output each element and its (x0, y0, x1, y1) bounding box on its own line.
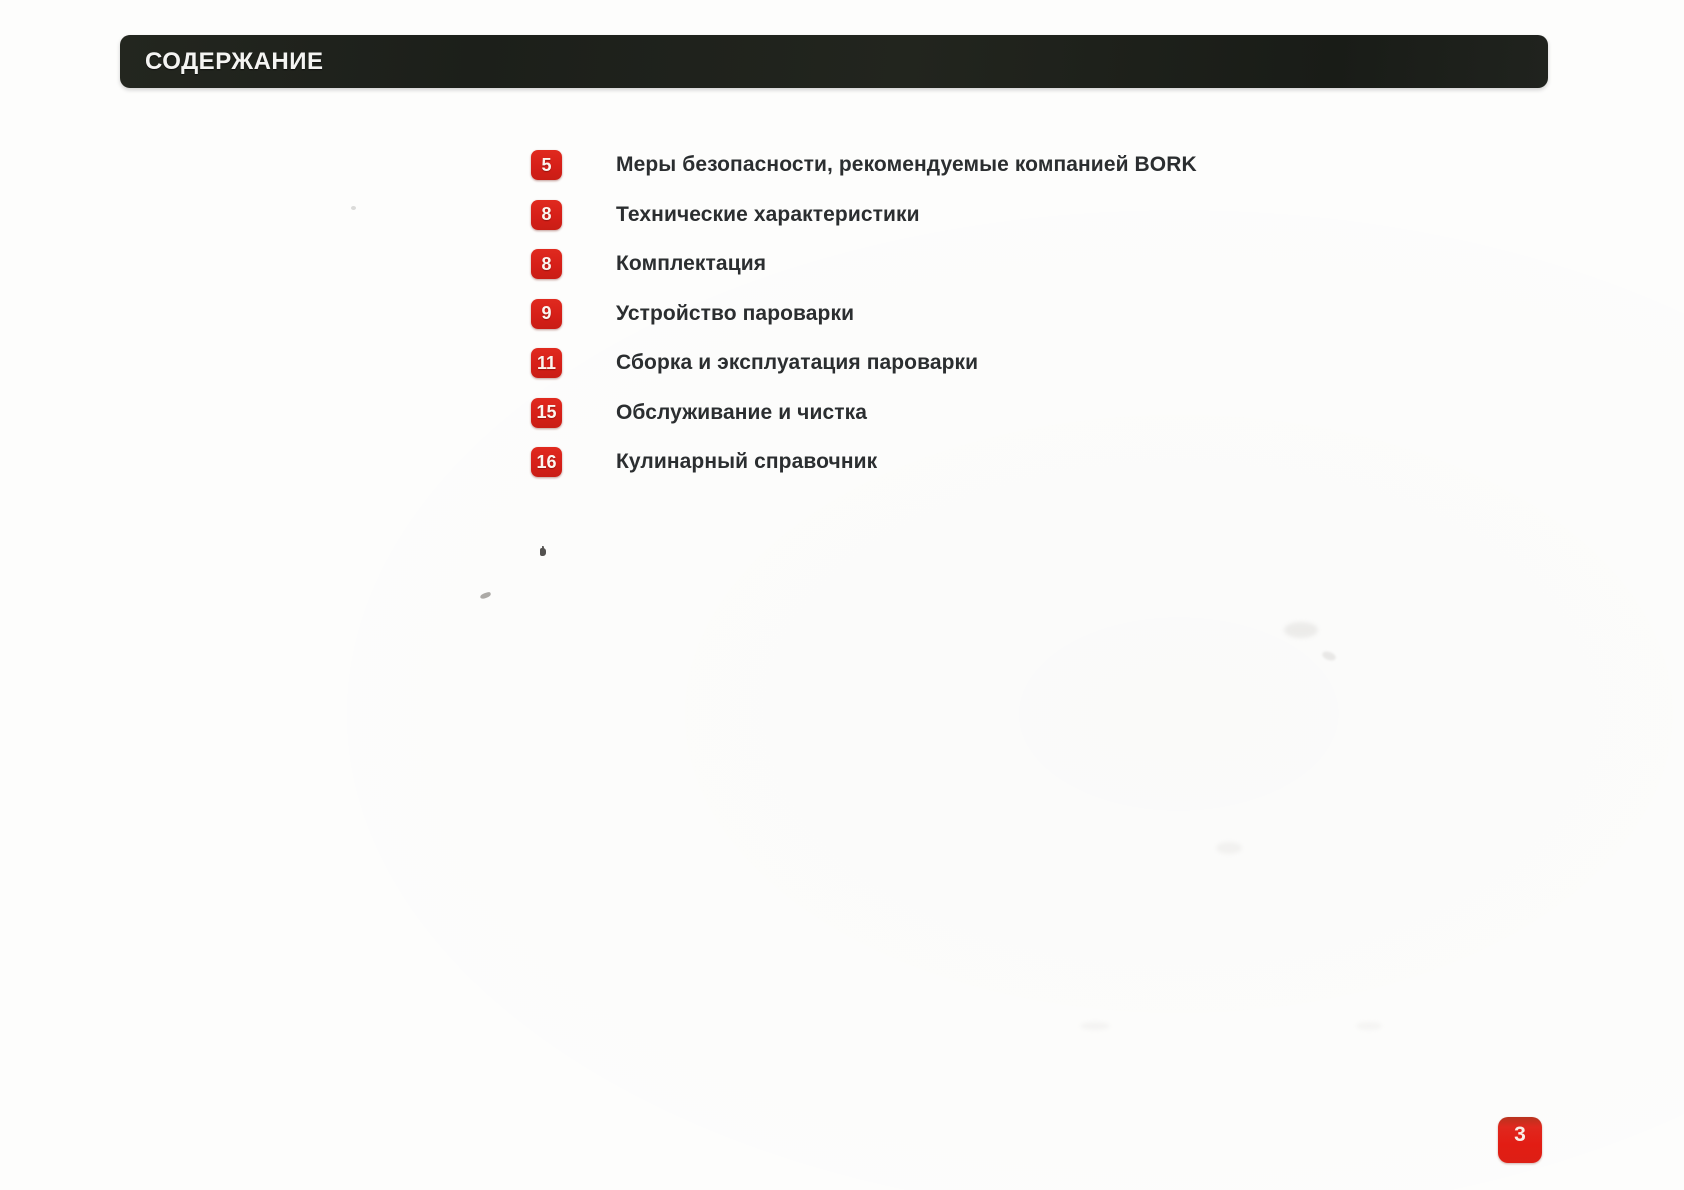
toc-list (531, 150, 1197, 497)
scan-smudge (1080, 1022, 1110, 1030)
toc-row (531, 348, 1197, 378)
scan-smudge (1284, 622, 1318, 638)
scan-speck (351, 206, 356, 210)
toc-entry-title: Кулинарный справочник (616, 450, 878, 473)
folio-page-number-badge: 3 (1498, 1117, 1542, 1163)
page-title: СОДЕРЖАНИЕ (145, 47, 324, 75)
toc-row (531, 299, 1197, 329)
toc-page-number-badge: 15 (531, 398, 562, 428)
toc-entry-title: Технические характеристики (616, 202, 920, 226)
scan-smudge (1321, 650, 1337, 662)
contents-header-bar (120, 35, 1548, 88)
toc-page-number-badge: 8 (531, 249, 562, 279)
toc-entry-title: Устройство пароварки (616, 301, 855, 325)
scan-speck (540, 548, 546, 556)
toc-row (531, 398, 1197, 428)
toc-page-number-badge: 8 (531, 200, 562, 230)
toc-page-number-badge: 9 (531, 299, 562, 329)
scan-smudge (1356, 1022, 1382, 1030)
toc-page-number-badge: 5 (531, 150, 562, 180)
toc-page-number-badge: 11 (531, 348, 562, 378)
toc-row (531, 150, 1197, 180)
scan-smudge (1216, 842, 1242, 854)
scan-speck (479, 591, 491, 599)
toc-row (531, 447, 1197, 477)
toc-row (531, 200, 1197, 230)
toc-entry-title: Комплектация (616, 252, 767, 275)
toc-entry-title: Меры безопасности, рекомендуемые компанией BORK (616, 153, 1197, 176)
toc-row (531, 249, 1197, 279)
toc-page-number-badge: 16 (531, 447, 562, 477)
toc-entry-title: Обслуживание и чистка (616, 400, 868, 424)
toc-entry-title: Сборка и эксплуатация пароварки (616, 351, 979, 374)
